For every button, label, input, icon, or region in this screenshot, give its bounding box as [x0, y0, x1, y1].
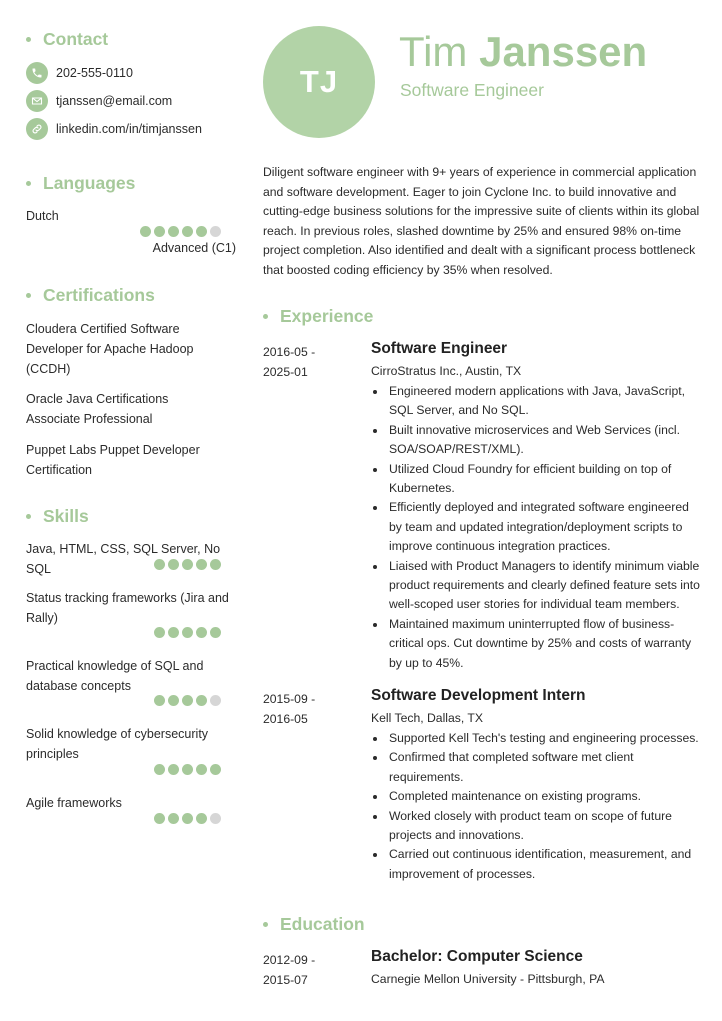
entry-dates: [263, 689, 343, 729]
contact-phone[interactable]: [26, 62, 133, 84]
rating-dot-filled: [182, 813, 193, 824]
degree: Bachelor: Computer Science: [371, 948, 583, 965]
rating-dot-filled: [196, 627, 207, 638]
bullet-dot: [263, 314, 268, 319]
rating-dot-filled: [210, 627, 221, 638]
certification-item: Cloudera Certified Software Developer for Apache Hadoop (CCDH): [26, 322, 194, 376]
certifications-title-text: Certifications: [43, 285, 155, 305]
experience-heading: [263, 306, 373, 327]
start-date: 2016-05 -: [263, 345, 316, 359]
bullet-dot: [26, 37, 31, 42]
email-icon: [26, 90, 48, 112]
bullet-list: [371, 729, 701, 884]
rating-dot-filled: [168, 627, 179, 638]
start-date: 2015-09 -: [263, 692, 316, 706]
rating-dot-filled: [140, 226, 151, 237]
bullet-dot: [26, 514, 31, 519]
rating-dot-filled: [210, 764, 221, 775]
language-level: Advanced (C1): [152, 241, 236, 255]
end-date: 2016-05: [263, 712, 308, 726]
list-item: Engineered modern applications with Java, JavaScript, SQL Server, and No SQL.: [371, 382, 701, 421]
skill-rating: [154, 695, 221, 706]
rating-dot-filled: [196, 226, 207, 237]
rating-dot-empty: [210, 695, 221, 706]
job-role: Software Development Intern: [371, 687, 586, 704]
phone-text: 202-555-0110: [56, 66, 133, 80]
contact-linkedin[interactable]: [26, 118, 202, 140]
skills-title-text: Skills: [43, 506, 89, 526]
email-text: tjanssen@email.com: [56, 94, 173, 108]
job-title: Software Engineer: [400, 80, 544, 100]
list-item: Completed maintenance on existing programs.: [371, 787, 701, 806]
list-item: Liaised with Product Managers to identify minimum viable product requirements and clearly defined feature sets into well-scoped user stories for individual team members.: [371, 557, 701, 615]
company: Kell Tech, Dallas, TX: [371, 711, 483, 725]
bullet-dot: [26, 181, 31, 186]
rating-dot-filled: [182, 226, 193, 237]
list-item: Worked closely with product team on scope of future projects and innovations.: [371, 807, 701, 846]
bullet-dot: [26, 293, 31, 298]
rating-dot-filled: [182, 764, 193, 775]
last-name: Janssen: [479, 28, 648, 75]
languages-heading: [26, 173, 135, 194]
rating-dot-filled: [196, 764, 207, 775]
full-name: [399, 28, 647, 76]
rating-dot-filled: [154, 559, 165, 570]
contact-email[interactable]: [26, 90, 172, 112]
rating-dot-filled: [154, 695, 165, 706]
skill-rating: [154, 627, 221, 638]
bullet-dot: [263, 922, 268, 927]
phone-icon: [26, 62, 48, 84]
rating-dot-filled: [168, 226, 179, 237]
languages-title-text: Languages: [43, 173, 136, 193]
contact-heading: [26, 29, 108, 50]
skill-name: Java, HTML, CSS, SQL Server, No SQL: [26, 542, 221, 576]
rating-dot-filled: [154, 813, 165, 824]
entry-dates: [263, 950, 343, 990]
rating-dot-filled: [196, 813, 207, 824]
certifications-heading: [26, 285, 155, 306]
rating-dot-filled: [182, 695, 193, 706]
list-item: Maintained maximum uninterrupted flow of business-critical ops. Cut downtime by 25% and costs of warranty by up to 45%.: [371, 615, 701, 673]
rating-dot-filled: [168, 695, 179, 706]
school: Carnegie Mellon University - Pittsburgh, PA: [371, 972, 605, 986]
start-date: 2012-09 -: [263, 953, 316, 967]
experience-title-text: Experience: [280, 306, 374, 326]
list-item: Confirmed that completed software met client requirements.: [371, 748, 701, 787]
rating-dot-filled: [210, 559, 221, 570]
skill-rating: [154, 813, 221, 824]
rating-dot-filled: [168, 559, 179, 570]
skill-rating: [154, 764, 221, 775]
entry-dates: [263, 342, 343, 382]
rating-dot-filled: [154, 226, 165, 237]
skill-rating: [154, 559, 221, 570]
list-item: Built innovative microservices and Web Services (incl. SOA/SOAP/REST/XML).: [371, 421, 701, 460]
list-item: Supported Kell Tech's testing and engineering processes.: [371, 729, 701, 748]
contact-title-text: Contact: [43, 29, 109, 49]
education-title-text: Education: [280, 914, 365, 934]
certification-item: Oracle Java Certifications Associate Professional: [26, 392, 169, 426]
bullet-list: [371, 382, 701, 673]
linkedin-text: linkedin.com/in/timjanssen: [56, 122, 202, 136]
skill-name: Status tracking frameworks (Jira and Rally): [26, 591, 229, 625]
list-item: Utilized Cloud Foundry for efficient building on top of Kubernetes.: [371, 460, 701, 499]
rating-dot-empty: [210, 813, 221, 824]
skill-name: Agile frameworks: [26, 796, 122, 810]
skills-heading: [26, 506, 89, 527]
end-date: 2025-01: [263, 365, 308, 379]
rating-dot-filled: [196, 559, 207, 570]
skill-name: Practical knowledge of SQL and database concepts: [26, 659, 204, 693]
link-icon: [26, 118, 48, 140]
skill-name: Solid knowledge of cybersecurity principles: [26, 727, 209, 761]
language-name: Dutch: [26, 209, 59, 223]
rating-dot-filled: [182, 559, 193, 570]
rating-dot-empty: [210, 226, 221, 237]
summary: Diligent software engineer with 9+ years of experience in commercial application and software development. Eager to join Cyclone Inc. to build innovative and cutting-edge business solutions for the impressive suite of clients within its global reach. In previous roles, slashed downtime by 25% and ensured 98% on-time project completion. Also identified and dealt with a significant process bottleneck that boosted coding efficiency by 35% when resolved.: [263, 165, 700, 277]
rating-dot-filled: [154, 764, 165, 775]
rating-dot-filled: [154, 627, 165, 638]
list-item: Efficiently deployed and integrated software engineered by team and updated integration/deployment scripts to improve continuous integration practices.: [371, 498, 701, 556]
job-role: Software Engineer: [371, 340, 508, 357]
rating-dot-filled: [168, 813, 179, 824]
end-date: 2015-07: [263, 973, 308, 987]
avatar: TJ: [263, 26, 375, 138]
list-item: Carried out continuous identification, measurement, and improvement of processes.: [371, 845, 701, 884]
rating-dot-filled: [168, 764, 179, 775]
language-rating: [140, 226, 221, 237]
company: CirroStratus Inc., Austin, TX: [371, 364, 522, 378]
rating-dot-filled: [196, 695, 207, 706]
certification-item: Puppet Labs Puppet Developer Certification: [26, 443, 200, 477]
first-name: Tim: [399, 28, 468, 75]
rating-dot-filled: [182, 627, 193, 638]
education-heading: [263, 914, 365, 935]
